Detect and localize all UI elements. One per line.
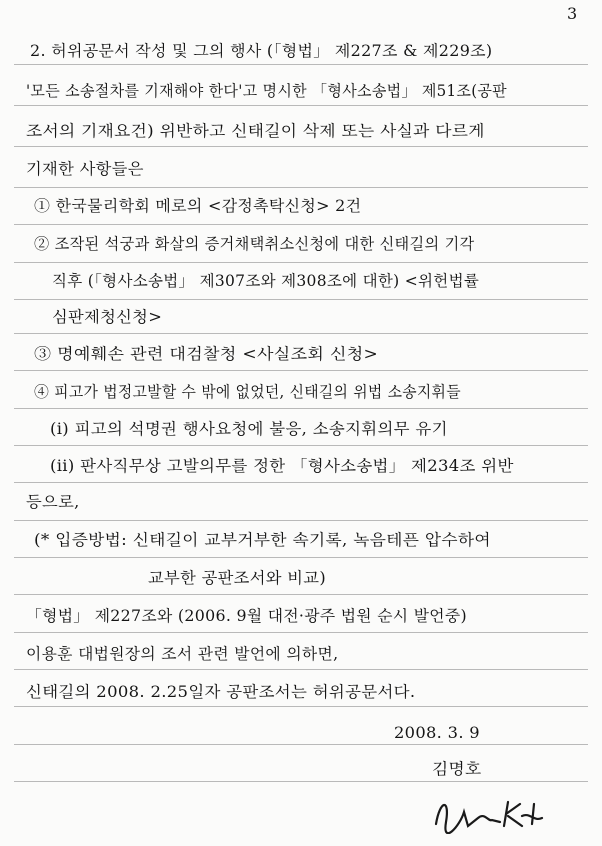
ruled-line bbox=[14, 706, 588, 707]
list-item-continued: 심판제청신청> bbox=[52, 308, 163, 326]
sub-item: (ii) 판사직무상 고발의무를 정한 「형사소송법」 제234조 위반 bbox=[50, 457, 514, 475]
ruled-line bbox=[14, 408, 588, 409]
text-line: 기재한 사항들은 bbox=[26, 160, 144, 178]
ruled-line bbox=[14, 482, 588, 483]
signature bbox=[430, 792, 560, 834]
list-item: ④ 피고가 법정고발할 수 밖에 없었던, 신태길의 위법 소송지휘들 bbox=[34, 383, 461, 401]
ruled-line bbox=[14, 445, 588, 446]
ruled-line bbox=[14, 557, 588, 558]
ruled-line bbox=[14, 781, 588, 782]
ruled-line bbox=[14, 333, 588, 334]
ruled-line bbox=[14, 632, 588, 633]
list-item: ① 한국물리학회 메로의 <감정촉탁신청> 2건 bbox=[34, 197, 362, 215]
page-number: 3 bbox=[567, 4, 578, 23]
sub-item: (i) 피고의 석명권 행사요청에 불응, 소송지휘의무 유기 bbox=[50, 420, 448, 438]
signature-stroke bbox=[436, 805, 500, 833]
text-line: 등으로, bbox=[26, 493, 80, 511]
ruled-line bbox=[14, 105, 588, 106]
ruled-line bbox=[14, 520, 588, 521]
ruled-line bbox=[14, 669, 588, 670]
ruled-line bbox=[14, 744, 588, 745]
ruled-line bbox=[14, 224, 588, 225]
text-line: '모든 소송절차를 기재해야 한다'고 명시한 「형사소송법」 제51조(공판 bbox=[26, 82, 507, 100]
author-name: 김명호 bbox=[432, 760, 482, 778]
section-heading: 2. 허위공문서 작성 및 그의 행사 (「형법」 제227조 & 제229조) bbox=[30, 42, 493, 60]
ruled-line bbox=[14, 146, 588, 147]
text-line: 「형법」 제227조와 (2006. 9월 대전·광주 법원 순시 발언중) bbox=[26, 607, 467, 625]
ruled-line bbox=[14, 594, 588, 595]
text-line: 조서의 기재요건) 위반하고 신태길이 삭제 또는 사실과 다르게 bbox=[26, 122, 485, 140]
ruled-line bbox=[14, 187, 588, 188]
ruled-line bbox=[14, 299, 588, 300]
ruled-line bbox=[14, 262, 588, 263]
evidence-note-continued: 교부한 공판조서와 비교) bbox=[148, 569, 327, 587]
text-line: 이용훈 대법원장의 조서 관련 발언에 의하면, bbox=[26, 645, 339, 663]
evidence-note: (* 입증방법: 신태길이 교부거부한 속기록, 녹음테픈 압수하여 bbox=[34, 531, 491, 549]
list-item: ② 조작된 석궁과 화살의 증거채택취소신청에 대한 신태길의 기각 bbox=[34, 235, 475, 253]
signature-stroke bbox=[504, 802, 542, 826]
date: 2008. 3. 9 bbox=[394, 724, 480, 742]
list-item-continued: 직후 (「형사소송법」 제307조와 제308조에 대한) <위헌법률 bbox=[52, 272, 480, 290]
ruled-line bbox=[14, 64, 588, 65]
conclusion-line: 신태길의 2008. 2.25일자 공판조서는 허위공문서다. bbox=[26, 683, 416, 701]
ruled-line bbox=[14, 370, 588, 371]
list-item: ③ 명예훼손 관련 대검찰청 <사실조회 신청> bbox=[34, 345, 379, 363]
